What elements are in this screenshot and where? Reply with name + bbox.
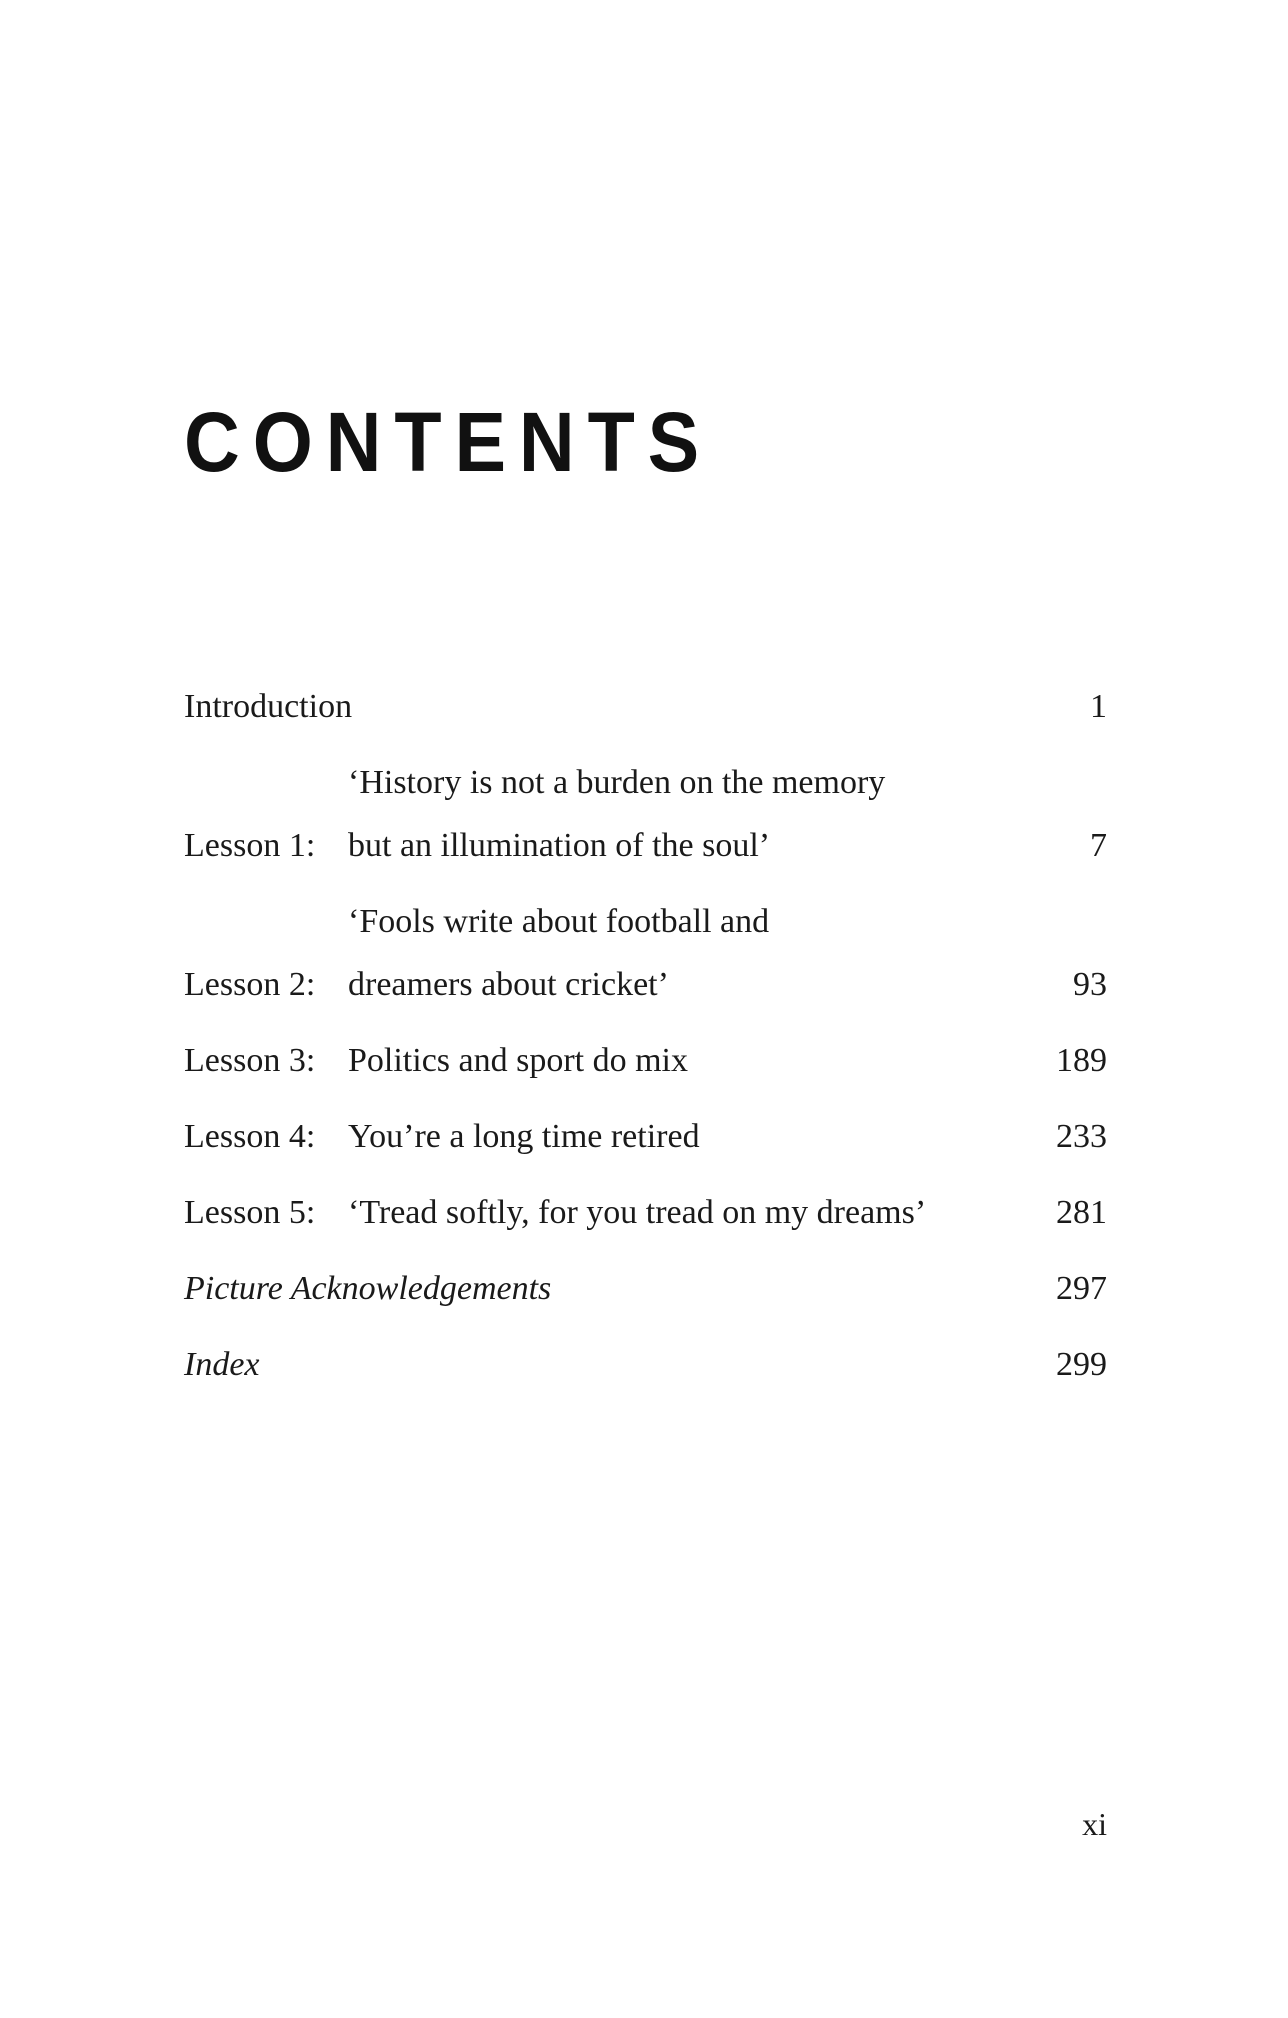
toc-entry-lesson-4 <box>184 1115 1107 1159</box>
toc-entry-title: Picture Acknowledgements <box>184 1270 552 1307</box>
toc-entry-title: Introduction <box>184 688 353 725</box>
toc-entry-lesson-5 <box>184 1191 1107 1235</box>
toc-entry-label: Lesson 2: <box>184 966 316 1003</box>
page-folio: xi <box>1082 1806 1107 1842</box>
toc-entry-page: 7 <box>1090 827 1107 864</box>
toc-entry-page: 281 <box>1056 1194 1107 1231</box>
toc-entry-title-line-1: ‘Fools write about football and <box>348 903 770 940</box>
toc-entry-page: 93 <box>1073 966 1107 1003</box>
toc-entry-page: 233 <box>1056 1118 1107 1155</box>
toc-entry-lesson-3 <box>184 1039 1107 1083</box>
toc-entry-label: Lesson 5: <box>184 1194 316 1231</box>
toc-entry-page: 1 <box>1090 688 1107 725</box>
table-of-contents <box>184 685 1107 1387</box>
toc-entry-title: You’re a long time retired <box>348 1118 700 1155</box>
toc-entry-introduction <box>184 685 1107 729</box>
toc-entry-title: ‘Tread softly, for you tread on my dreams’ <box>348 1194 927 1231</box>
page-title: CONTENTS <box>184 395 713 489</box>
toc-entry-title-line-1: ‘History is not a burden on the memory <box>348 764 886 801</box>
toc-entry-lesson-2 <box>184 900 1107 1007</box>
toc-entry-label: Lesson 1: <box>184 827 316 864</box>
toc-entry-label: Lesson 4: <box>184 1118 316 1155</box>
toc-entry-page: 189 <box>1056 1042 1107 1079</box>
toc-entry-picture-acknowledgements <box>184 1267 1107 1311</box>
toc-entry-title: Index <box>184 1346 260 1383</box>
toc-entry-index <box>184 1343 1107 1387</box>
toc-entry-title-line-2: but an illumination of the soul’ <box>348 827 771 864</box>
toc-entry-lesson-1 <box>184 761 1107 868</box>
toc-entry-label: Lesson 3: <box>184 1042 316 1079</box>
toc-entry-title-line-2: dreamers about cricket’ <box>348 966 669 1003</box>
toc-entry-page: 297 <box>1056 1270 1107 1307</box>
toc-entry-page: 299 <box>1056 1346 1107 1383</box>
toc-entry-title: Politics and sport do mix <box>348 1042 688 1079</box>
